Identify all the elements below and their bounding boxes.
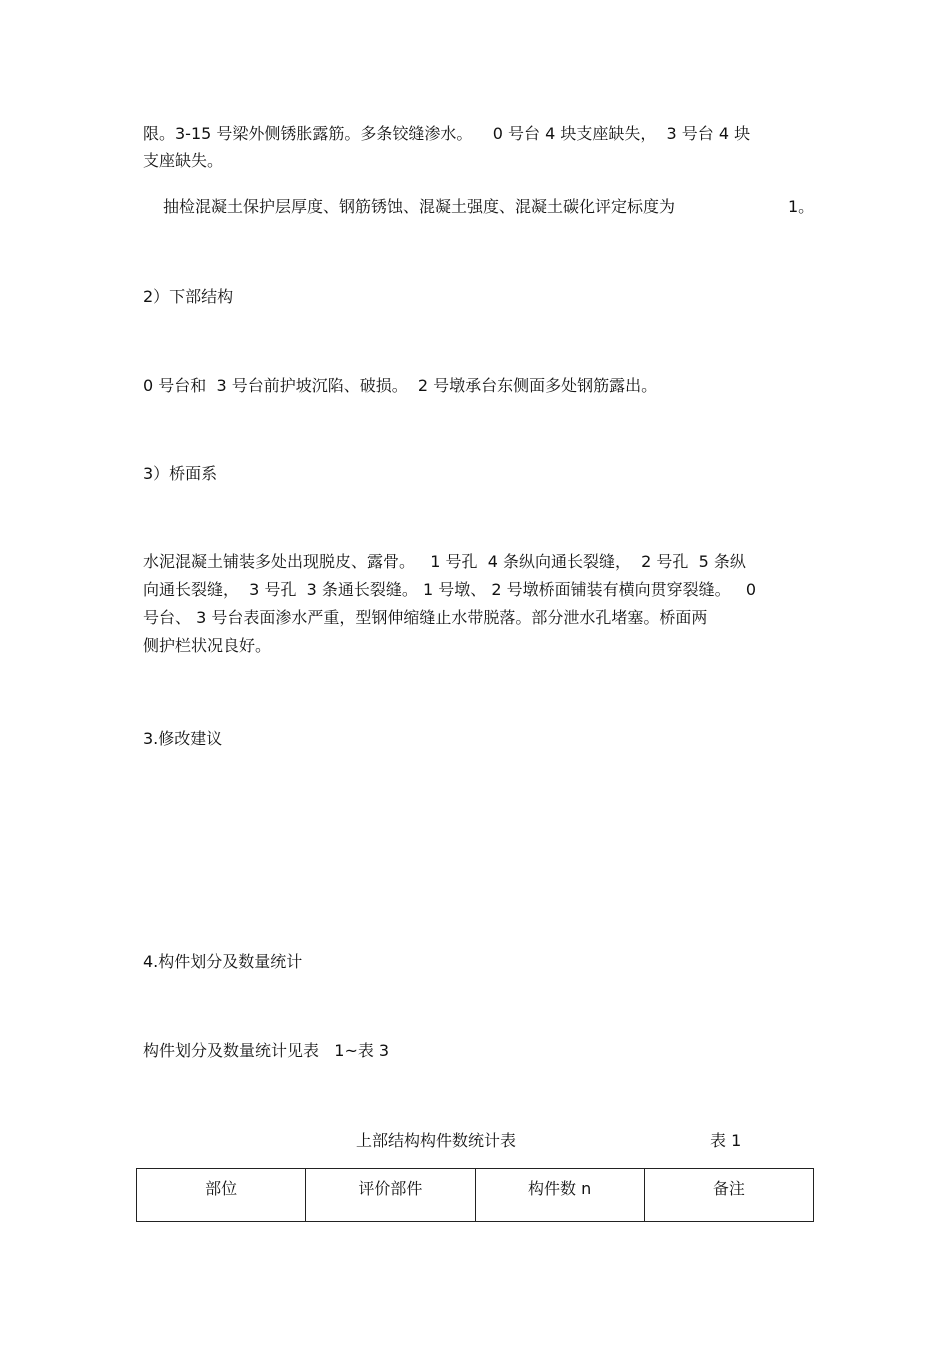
table-title: 上部结构构件数统计表 <box>356 1131 517 1150</box>
table-header-cell: 构件数 n <box>475 1169 644 1222</box>
paragraph-line: 限。3-15 号梁外侧锈胀露筋。多条铰缝渗水。 0 号台 4 块支座缺失， 3 号台 4 块 <box>143 124 751 143</box>
table-number: 表 1 <box>710 1131 742 1150</box>
paragraph-line: 支座缺失。 <box>143 151 224 170</box>
section-heading-deck: 3）桥面系 <box>143 464 218 483</box>
table-header-cell: 评价部件 <box>306 1169 475 1222</box>
table-header-cell: 部位 <box>137 1169 306 1222</box>
table-header-row <box>137 1169 814 1222</box>
paragraph-line: 构件划分及数量统计见表 1~表 3 <box>143 1041 390 1060</box>
table-header-cell: 备注 <box>644 1169 813 1222</box>
paragraph-line: 号台、 3 号台表面渗水严重，型钢伸缩缝止水带脱落。部分泄水孔堵塞。桥面两 <box>143 608 708 627</box>
section-heading-substructure: 2）下部结构 <box>143 287 234 306</box>
paragraph-line: 水泥混凝土铺装多处出现脱皮、露骨。 1 号孔 4 条纵向通长裂缝， 2 号孔 5 条纵 <box>143 552 746 571</box>
section-heading-components: 4.构件划分及数量统计 <box>143 952 303 971</box>
paragraph-line: 侧护栏状况良好。 <box>143 636 272 655</box>
component-count-table <box>136 1168 814 1222</box>
paragraph-line: 0 号台和 3 号台前护坡沉陷、破损。 2 号墩承台东侧面多处钢筋露出。 <box>143 376 658 395</box>
paragraph-value: 1。 <box>788 197 815 216</box>
paragraph-line: 抽检混凝土保护层厚度、钢筋锈蚀、混凝土强度、混凝土碳化评定标度为 <box>163 197 676 216</box>
paragraph-line: 向通长裂缝， 3 号孔 3 条通长裂缝。 1 号墩、 2 号墩桥面铺装有横向贯穿裂缝。 0 <box>143 580 757 599</box>
section-heading-suggestions: 3.修改建议 <box>143 729 223 748</box>
